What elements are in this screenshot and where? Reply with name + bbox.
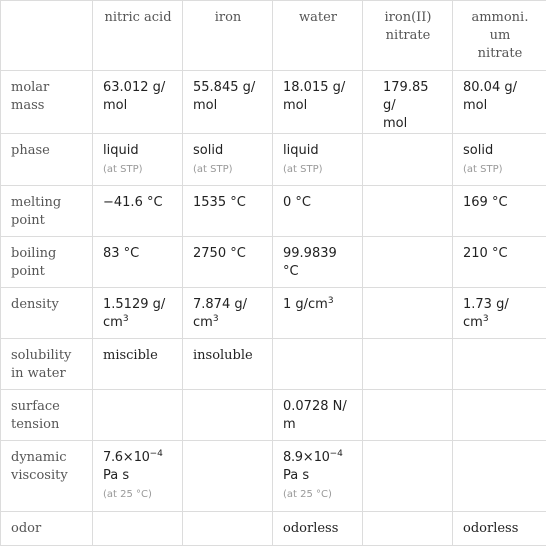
exponent: 3 — [483, 314, 489, 324]
row-label-line1: dynamic — [11, 450, 67, 465]
col-header-ammonium-line2: um — [490, 28, 511, 43]
value-line1: 7.874 g/ — [193, 297, 247, 312]
row-label-melting-point — [1, 186, 93, 237]
cell-melting-point-iron-ii-nitrate — [363, 186, 453, 237]
cell-molar-mass-water — [273, 71, 363, 134]
row-label-molar-mass — [1, 71, 93, 134]
phase-note: (at STP) — [193, 163, 263, 177]
value-line2: cm — [103, 315, 123, 330]
cell-phase-iron-ii-nitrate — [363, 134, 453, 186]
value-line1: 80.04 g/ — [463, 80, 517, 95]
row-label-boiling-point — [1, 237, 93, 288]
value-line2: cm — [193, 315, 213, 330]
header-row — [1, 1, 546, 71]
cell-phase-water — [273, 134, 363, 186]
row-label-density: density — [1, 288, 93, 339]
phase-value: liquid — [283, 143, 319, 158]
row-label-surface-tension — [1, 390, 93, 441]
row-label-line1: molar — [11, 80, 49, 95]
cell-molar-mass-nitric-acid — [93, 71, 183, 134]
viscosity-unit: Pa s — [283, 468, 309, 483]
exponent: 3 — [328, 296, 334, 306]
col-header-ammonium-line1: ammoni․ — [471, 10, 528, 25]
row-molar-mass — [1, 71, 546, 134]
cell-viscosity-iron-ii-nitrate — [363, 441, 453, 512]
cell-viscosity-nitric-acid — [93, 441, 183, 512]
row-label-line1: boiling — [11, 246, 56, 261]
row-label-line2: mass — [11, 98, 44, 113]
col-header-iron-ii-nitrate — [363, 1, 453, 71]
viscosity-mantissa: 7.6 — [103, 450, 123, 465]
cell-molar-mass-iron-ii-nitrate — [363, 71, 453, 134]
viscosity-mantissa: 8.9 — [283, 450, 303, 465]
cell-viscosity-water — [273, 441, 363, 512]
times-symbol: × — [303, 450, 314, 465]
exponent: 3 — [123, 314, 129, 324]
cell-solubility-iron-ii-nitrate — [363, 339, 453, 390]
row-label-solubility — [1, 339, 93, 390]
viscosity-exponent: −4 — [330, 449, 343, 459]
cell-solubility-nitric-acid: miscible — [93, 339, 183, 390]
row-label-line1: surface — [11, 399, 60, 414]
cell-boiling-point-iron: 2750 °C — [183, 237, 273, 288]
col-header-nitric-acid: nitric acid — [93, 1, 183, 71]
cell-odor-ammonium-nitrate: odorless — [453, 512, 546, 546]
row-label-phase: phase — [1, 134, 93, 186]
cell-solubility-iron: insoluble — [183, 339, 273, 390]
value-line1: 179.85 g/ — [383, 80, 429, 113]
row-solubility — [1, 339, 546, 390]
value-line2: mol — [193, 98, 217, 113]
row-label-line1: solubility — [11, 348, 71, 363]
cell-melting-point-nitric-acid: −41.6 °C — [93, 186, 183, 237]
cell-surface-tension-nitric-acid — [93, 390, 183, 441]
cell-melting-point-iron: 1535 °C — [183, 186, 273, 237]
cell-phase-nitric-acid — [93, 134, 183, 186]
cell-surface-tension-iron-ii-nitrate — [363, 390, 453, 441]
viscosity-note: (at 25 °C) — [103, 488, 173, 502]
value-line1: 18.015 g/ — [283, 80, 345, 95]
cell-odor-iron — [183, 512, 273, 546]
value-line1: 55.845 g/ — [193, 80, 255, 95]
value-line1: 0.0728 N/ — [283, 399, 347, 414]
row-melting-point — [1, 186, 546, 237]
row-label-line2: in water — [11, 366, 66, 381]
cell-viscosity-ammonium-nitrate — [453, 441, 546, 512]
cell-boiling-point-nitric-acid: 83 °C — [93, 237, 183, 288]
phase-note: (at STP) — [283, 163, 353, 177]
cell-melting-point-water: 0 °C — [273, 186, 363, 237]
row-odor — [1, 512, 546, 546]
row-surface-tension — [1, 390, 546, 441]
row-density — [1, 288, 546, 339]
cell-density-nitric-acid — [93, 288, 183, 339]
value-line2: mol — [283, 98, 307, 113]
cell-molar-mass-iron — [183, 71, 273, 134]
viscosity-unit: Pa s — [103, 468, 129, 483]
viscosity-note: (at 25 °C) — [283, 488, 353, 502]
value-line2: cm — [463, 315, 483, 330]
phase-value: liquid — [103, 143, 139, 158]
row-boiling-point — [1, 237, 546, 288]
value-line1: 63.012 g/ — [103, 80, 165, 95]
exponent: 3 — [213, 314, 219, 324]
cell-molar-mass-ammonium-nitrate — [453, 71, 546, 134]
cell-surface-tension-iron — [183, 390, 273, 441]
value-line1: 1.5129 g/ — [103, 297, 165, 312]
viscosity-exponent: −4 — [150, 449, 163, 459]
col-header-ammonium-line3: nitrate — [478, 46, 523, 61]
cell-density-iron — [183, 288, 273, 339]
cell-melting-point-ammonium-nitrate: 169 °C — [453, 186, 546, 237]
value-line2: m — [283, 417, 296, 432]
cell-density-water — [273, 288, 363, 339]
cell-odor-iron-ii-nitrate — [363, 512, 453, 546]
cell-boiling-point-ammonium-nitrate: 210 °C — [453, 237, 546, 288]
row-label-line2: point — [11, 264, 45, 279]
viscosity-base: 10 — [314, 450, 330, 465]
row-label-line2: tension — [11, 417, 59, 432]
row-label-line2: point — [11, 213, 45, 228]
value-line2: mol — [383, 116, 407, 131]
cell-density-ammonium-nitrate — [453, 288, 546, 339]
cell-phase-iron — [183, 134, 273, 186]
row-viscosity — [1, 441, 546, 512]
col-header-water: water — [273, 1, 363, 71]
cell-odor-nitric-acid — [93, 512, 183, 546]
viscosity-base: 10 — [134, 450, 150, 465]
phase-value: solid — [463, 143, 493, 158]
col-header-iron-ii-nitrate-text: iron(II) nitrate — [385, 10, 432, 43]
cell-density-iron-ii-nitrate — [363, 288, 453, 339]
row-label-odor: odor — [1, 512, 93, 546]
corner-cell — [1, 1, 93, 71]
value-line2: mol — [103, 98, 127, 113]
row-label-line2: viscosity — [11, 468, 68, 483]
cell-surface-tension-ammonium-nitrate — [453, 390, 546, 441]
cell-solubility-water — [273, 339, 363, 390]
row-label-viscosity — [1, 441, 93, 512]
cell-surface-tension-water — [273, 390, 363, 441]
phase-value: solid — [193, 143, 223, 158]
phase-note: (at STP) — [103, 163, 173, 177]
col-header-ammonium-nitrate — [453, 1, 546, 71]
row-phase — [1, 134, 546, 186]
cell-phase-ammonium-nitrate — [453, 134, 546, 186]
value-line2: mol — [463, 98, 487, 113]
row-label-line1: melting — [11, 195, 61, 210]
cell-boiling-point-iron-ii-nitrate — [363, 237, 453, 288]
cell-boiling-point-water: 99.9839 °C — [273, 237, 363, 288]
phase-note: (at STP) — [463, 163, 537, 177]
value-line1: 1.73 g/ — [463, 297, 509, 312]
times-symbol: × — [123, 450, 134, 465]
cell-solubility-ammonium-nitrate — [453, 339, 546, 390]
cell-odor-water: odorless — [273, 512, 363, 546]
value-line1: 1 g/cm — [283, 297, 328, 312]
cell-viscosity-iron — [183, 441, 273, 512]
col-header-iron: iron — [183, 1, 273, 71]
